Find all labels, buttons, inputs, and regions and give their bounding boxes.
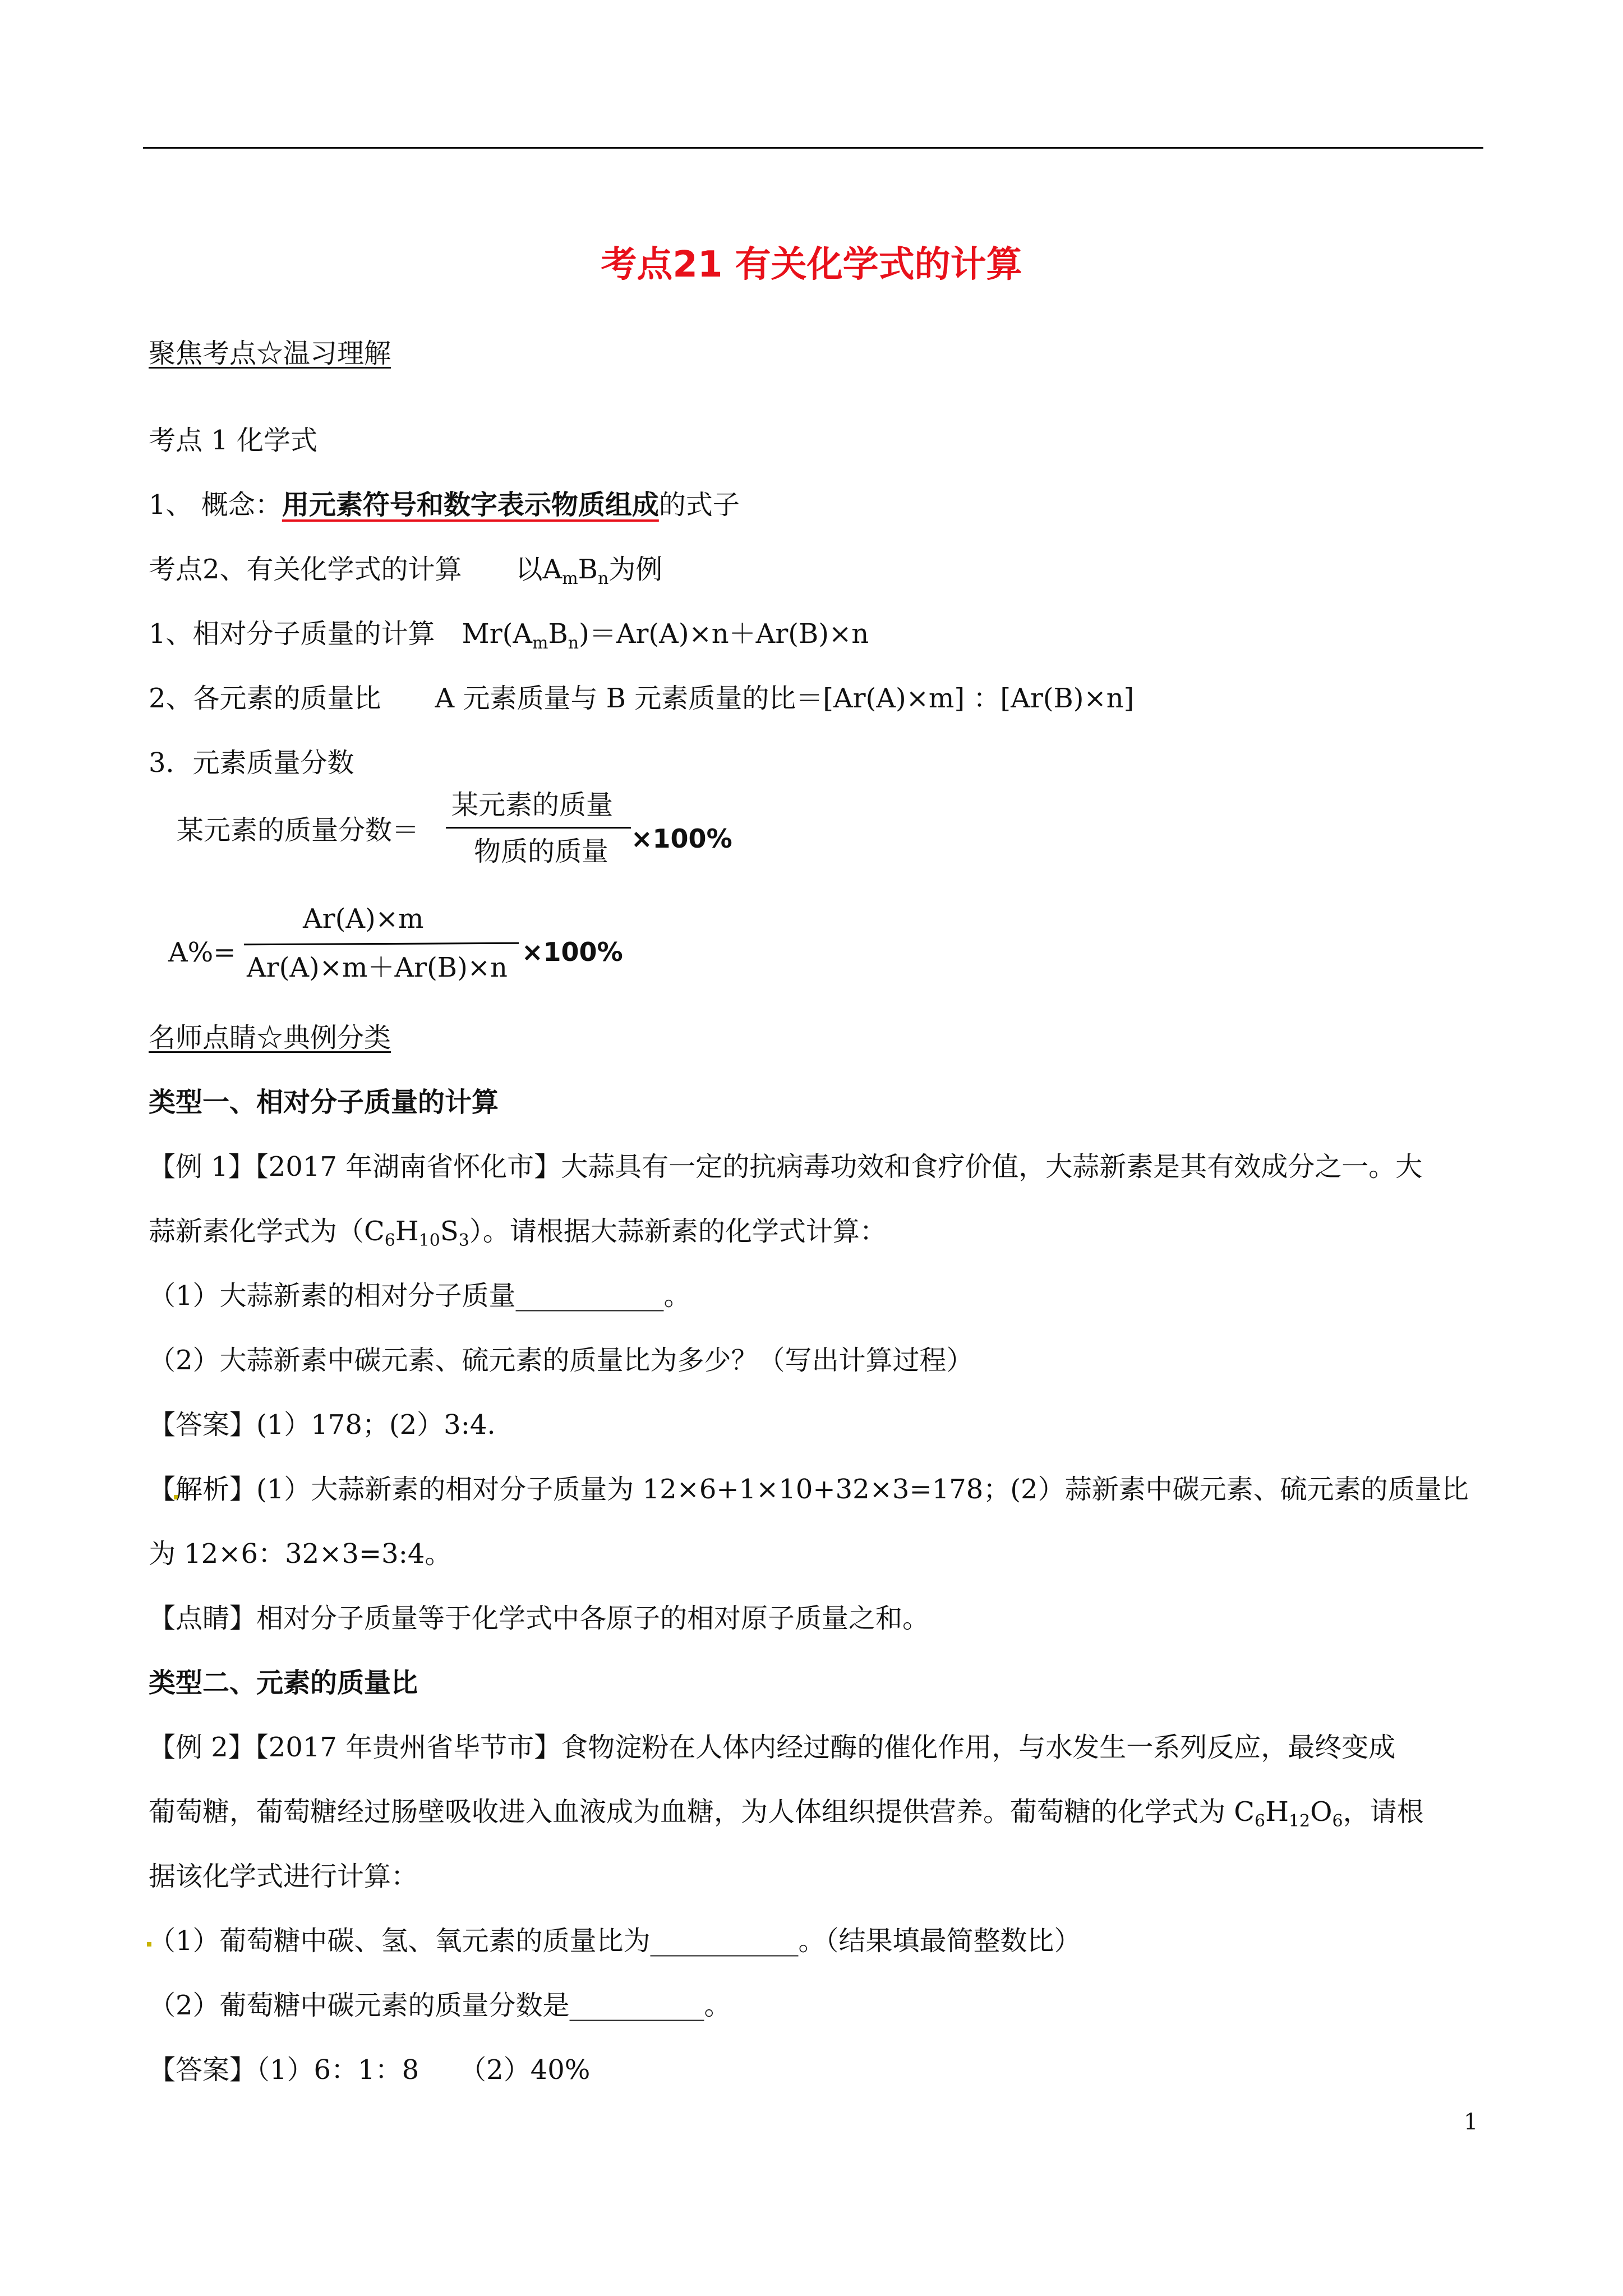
example2-line2: 葡萄糖，葡萄糖经过肠壁吸收进入血液成为血糖，为人体组织提供营养。葡萄糖的化学式为 $C_6H_{12}O_6$，请根 xyxy=(149,1796,1424,1831)
example2-line3: 据该化学式进行计算： xyxy=(149,1861,418,1892)
fraction1-left: 某元素的质量分数＝ xyxy=(177,815,419,846)
section-heading-examples: 名师点睛☆典例分类 xyxy=(149,1022,391,1053)
example2-line1: 【例 2】【2017 年贵州省毕节市】食物淀粉在人体内经过酶的催化作用，与水发生一系列反应，最终变成 xyxy=(149,1732,1396,1763)
fraction2-right: ×100% xyxy=(522,937,623,967)
point1-heading: 考点 1 化学式 xyxy=(149,425,318,456)
section-heading-review: 聚焦考点☆温习理解 xyxy=(149,338,391,369)
example1-explanation-line2: 为 12×6：32×3=3:4。 xyxy=(149,1538,452,1570)
concept-definition: 用元素符号和数字表示物质组成 xyxy=(282,489,659,521)
fraction1-right: ×100% xyxy=(631,823,732,854)
concept-suffix: 的式子 xyxy=(658,489,740,521)
fraction2-left: A%= xyxy=(168,937,236,968)
example1-question2: （2）大蒜新素中碳元素、硫元素的质量比为多少？（写出计算过程） xyxy=(149,1345,974,1376)
concept-prefix: 1、 概念： xyxy=(149,489,282,521)
type2-heading: 类型二、元素的质量比 xyxy=(149,1667,418,1699)
mass-ratio-formula: 2、各元素的质量比 A 元素质量与 B 元素质量的比＝[Ar(A)×m] ：[Ar(B)×n] xyxy=(149,683,1135,714)
point2-heading: 考点2、有关化学式的计算 以$A_mB_n$为例 xyxy=(149,554,663,588)
example2-answer: 【答案】（1）6：1：8 （2）40% xyxy=(149,2054,591,2086)
header-rule xyxy=(143,147,1483,149)
page-title: 考点21 有关化学式的计算 xyxy=(601,244,1022,286)
molecular-mass-formula: 1、相对分子质量的计算 $Mr(A_mB_n)=Ar(A)\times n+Ar(B)\times n$ xyxy=(149,618,869,653)
example1-question1: （1）大蒜新素的相对分子质量___________。 xyxy=(149,1280,691,1312)
page-number: 1 xyxy=(1464,2109,1478,2135)
example1-answer: 【答案】(1）178；(2）3:4. xyxy=(149,1409,496,1441)
example1-tip: 【点睛】相对分子质量等于化学式中各原子的相对原子质量之和。 xyxy=(149,1603,930,1634)
example2-question1: （1）葡萄糖中碳、氢、氧元素的质量比为___________。（结果填最简整数比） xyxy=(149,1925,1081,1957)
fraction2-numerator: Ar(A)×m xyxy=(303,903,424,935)
fraction1-denominator: 物质的质量 xyxy=(474,836,609,867)
mass-fraction-heading: 3．元素质量分数 xyxy=(149,747,354,779)
concept-line xyxy=(149,488,740,522)
fraction1-numerator: 某元素的质量 xyxy=(451,789,614,821)
fraction1-bar xyxy=(446,827,631,829)
fraction2-bar xyxy=(244,942,519,946)
example1-line2: 蒜新素化学式为$(C_6H_{10}S_3)$。请根据大蒜新素的化学式计算： xyxy=(149,1216,887,1250)
example1-line1: 【例 1】【2017 年湖南省怀化市】大蒜具有一定的抗病毒功效和食疗价值，大蒜新素是其有效成分之一。大 xyxy=(149,1151,1423,1182)
type1-heading: 类型一、相对分子质量的计算 xyxy=(149,1087,499,1118)
fraction2-denominator: Ar(A)×m＋Ar(B)×n xyxy=(247,952,508,983)
example2-question2: （2）葡萄糖中碳元素的质量分数是__________。 xyxy=(149,1990,731,2021)
example1-explanation-line1: 【解析】(1）大蒜新素的相对分子质量为 12×6+1×10+32×3=178；(2）蒜新素中碳元素、硫元素的质量比 xyxy=(149,1474,1469,1505)
